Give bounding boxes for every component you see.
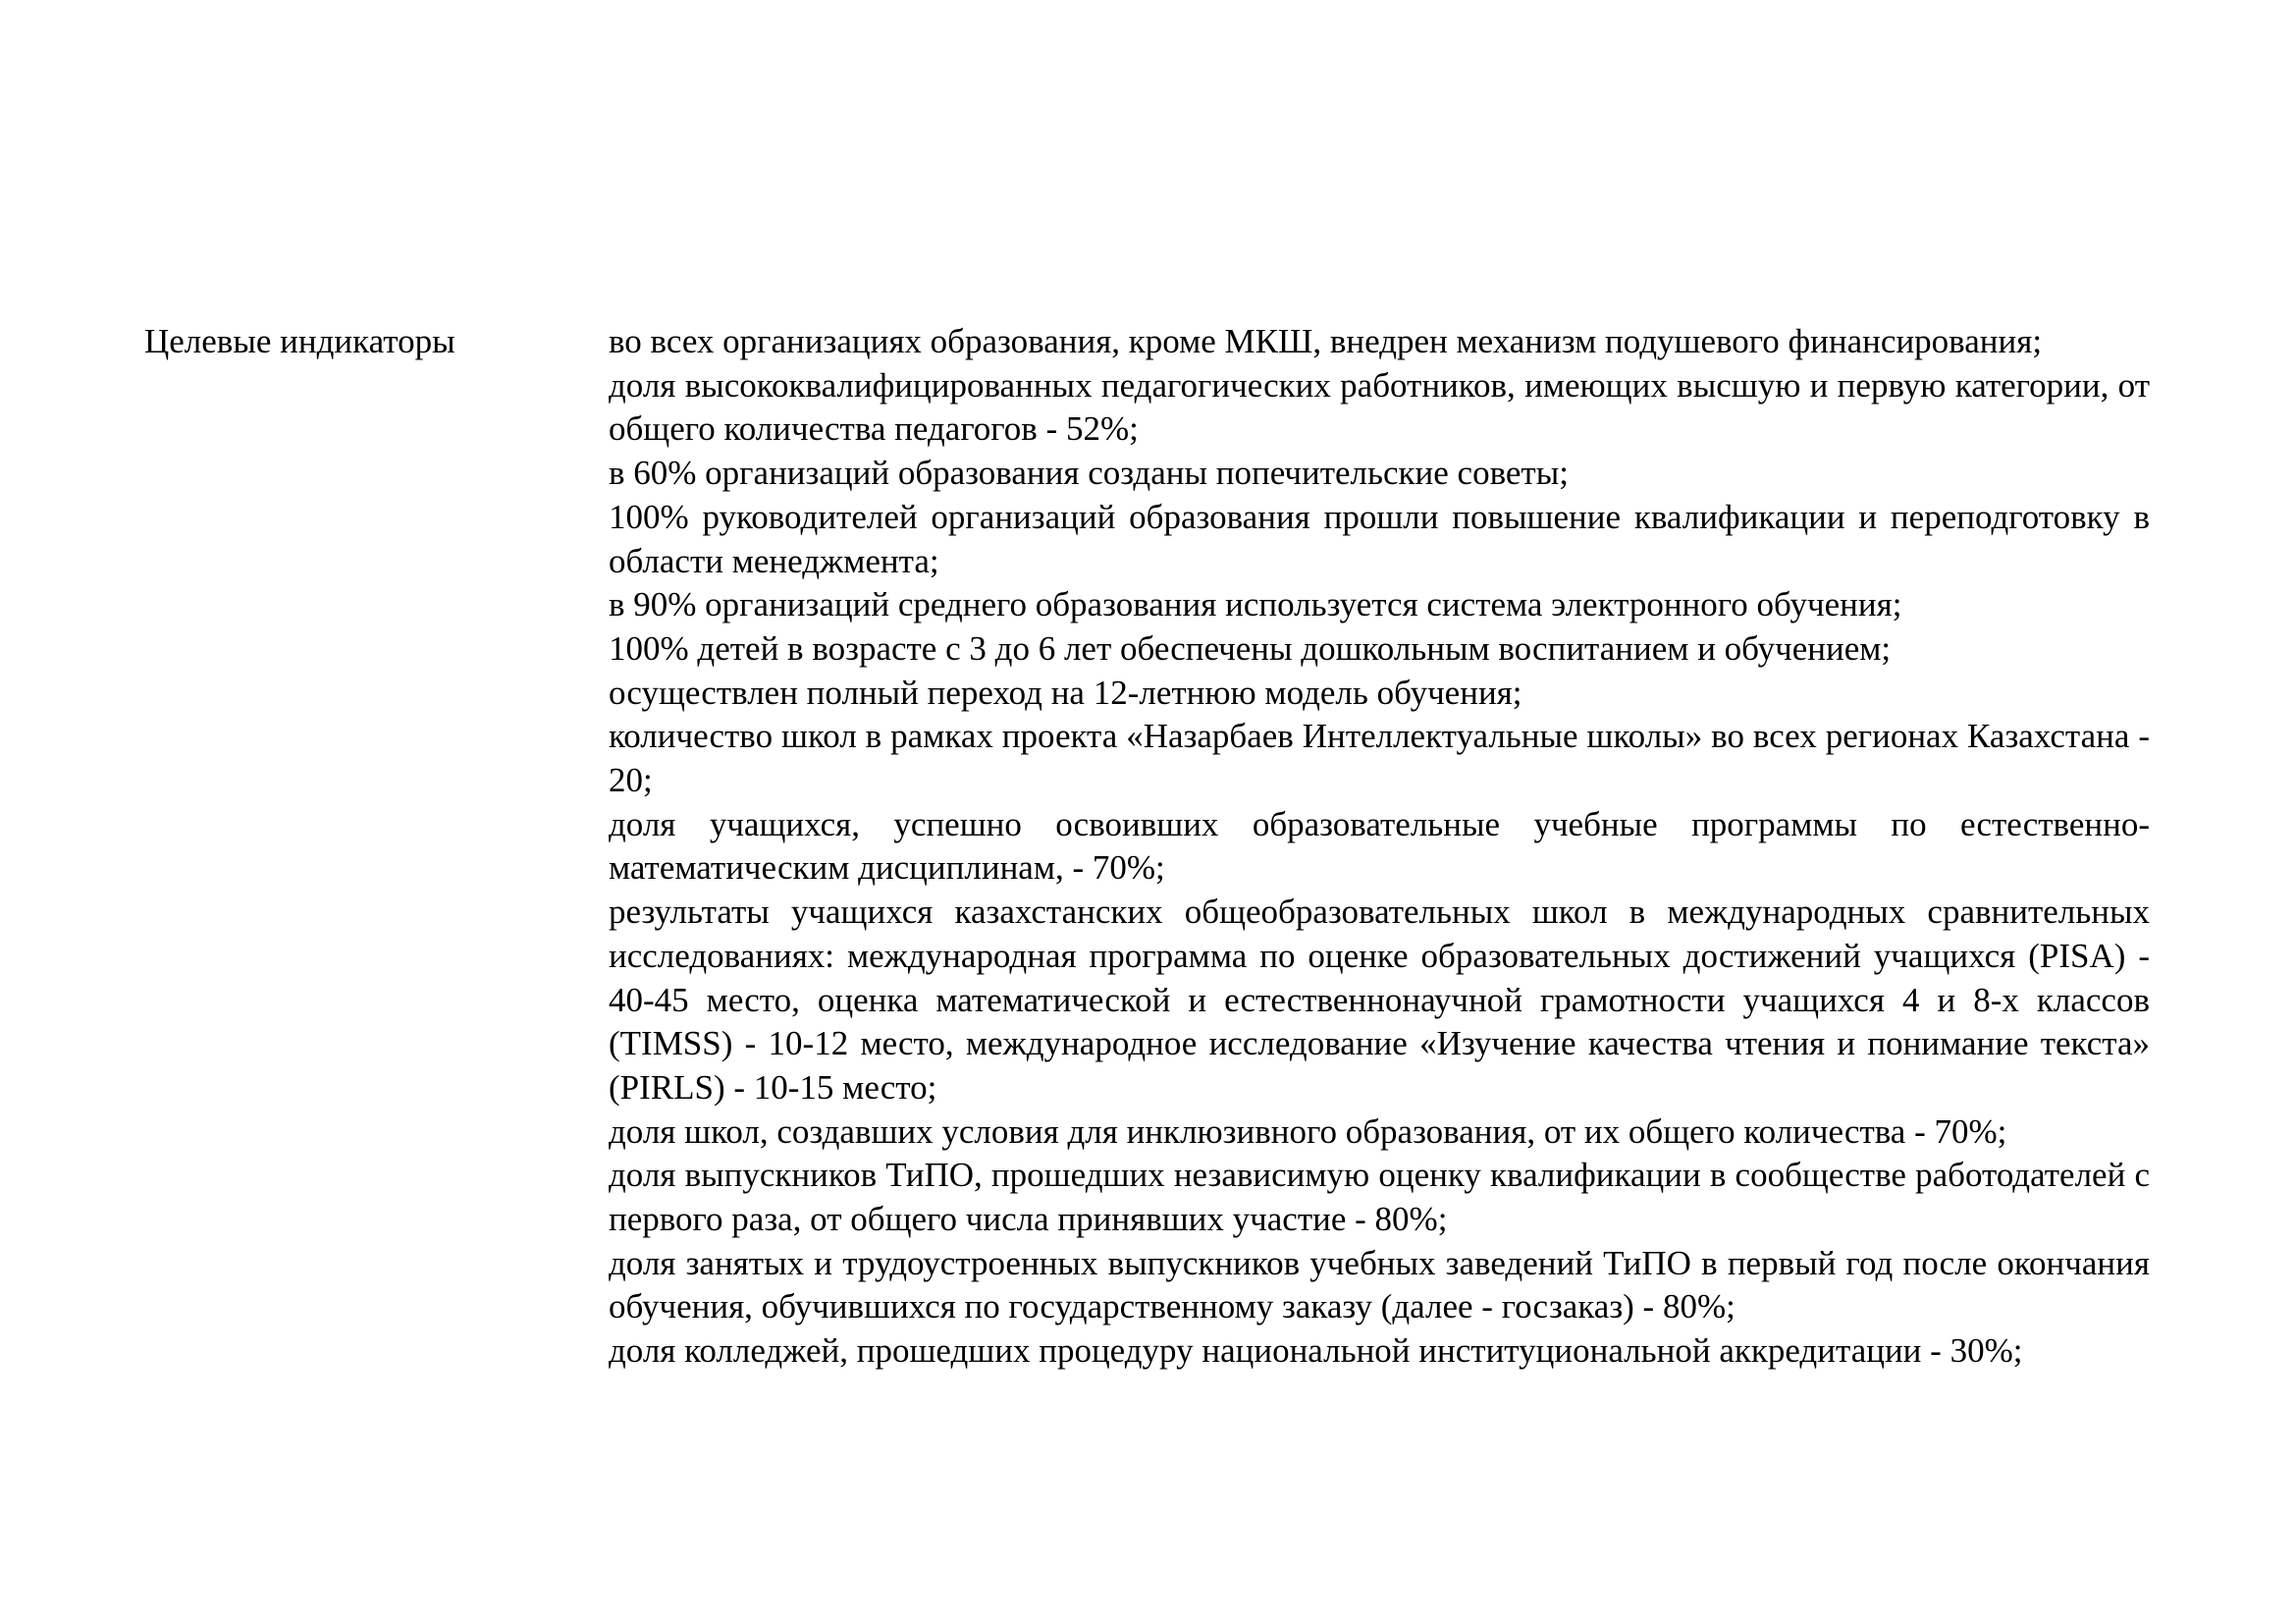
indicator-paragraph: в 90% организаций среднего образования используется система электронного обучения;: [609, 585, 1902, 624]
indicator-paragraph: доля учащихся, успешно освоивших образовательные учебные программы по естественно-математическим дисциплинам, - 70%;: [609, 804, 2150, 888]
indicator-paragraph: доля занятых и трудоустроенных выпускников учебных заведений ТиПО в первый год после окончания обучения, обучившихся по государственному заказу (далее - госзаказ) - 80%;: [609, 1243, 2150, 1326]
indicator-paragraph: осуществлен полный переход на 12-летнюю модель обучения;: [609, 673, 1522, 712]
indicator-paragraph: доля школ, создавших условия для инклюзивного образования, от их общего количества - 70%;: [609, 1111, 2007, 1151]
indicator-paragraph: 100% детей в возрасте с 3 до 6 лет обеспечены дошкольным воспитанием и обучением;: [609, 628, 1892, 668]
indicator-paragraph: доля выпускников ТиПО, прошедших независимую оценку квалификации в сообществе работодателей с первого раза, от общего числа принявших участие - 80%;: [609, 1156, 2150, 1239]
row-label-target-indicators: Целевые индикаторы: [144, 322, 455, 360]
indicator-paragraph: во всех организациях образования, кроме МКШ, внедрен механизм подушевого финансирования;: [609, 322, 2043, 360]
indicator-paragraph: доля колледжей, прошедших процедуру национальной институциональной аккредитации - 30%;: [609, 1331, 2023, 1371]
indicator-paragraph: доля высококвалифицированных педагогических работников, имеющих высшую и первую категории, от общего количества педагогов - 52%;: [609, 365, 2150, 449]
indicator-paragraph: количество школ в рамках проекта «Назарбаев Интеллектуальные школы» во всех регионах Казахстана - 20;: [609, 717, 2150, 800]
indicator-paragraph: в 60% организаций образования созданы попечительские советы;: [609, 454, 1569, 493]
indicators-column: [609, 320, 2150, 1374]
indicator-paragraph: 100% руководителей организаций образования прошли повышение квалификации и переподготовку в области менеджмента;: [609, 497, 2150, 580]
indicator-paragraph: результаты учащихся казахстанских общеобразовательных школ в международных сравнительных исследованиях: международная программа по оценке образовательных достижений учащихся (PISA) - 40-45 место, оценка математической и естественнонаучной грамотности учащихся 4 и 8-х классов (TIMSS) - 10-12 место, международное исследование «Изучение качества чтения и понимание текста» (PIRLS) - 10-15 место;: [609, 893, 2150, 1107]
